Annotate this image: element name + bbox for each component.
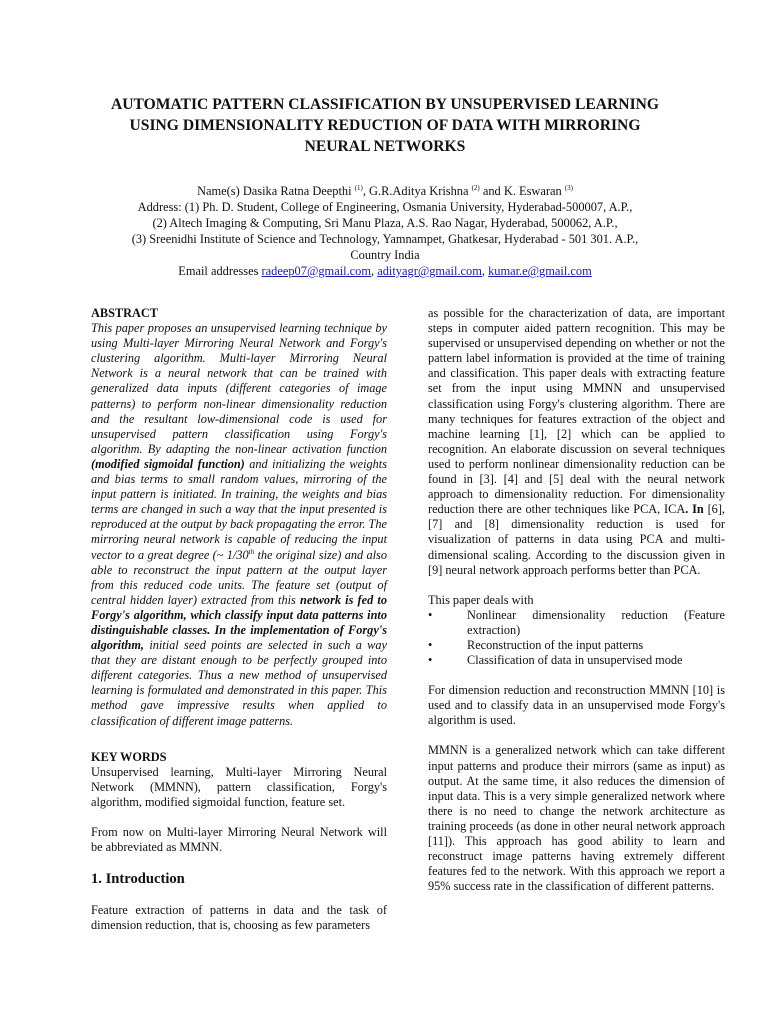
email-link-2[interactable]: adityagr@gmail.com: [377, 264, 482, 278]
address-line-1: Address: (1) Ph. D. Student, College of Engineering, Osmania University, Hyderabad-500007, A.P.,: [137, 200, 633, 214]
bullet-icon: •: [428, 607, 433, 622]
bullet-icon: •: [428, 637, 433, 652]
list-item: • Reconstruction of the input patterns: [428, 637, 644, 652]
mmnn-paragraph: MMNN is a generalized network which can take different input patterns and produce their mirrors (same as input) as output. At the same time, it also reduces the dimension of input data. This is a very simple generalized network where there is no need to change the network architecture as training proceeds (as done in other neural network approach [11]). This approach has good ability to learn and reconstruct image patterns having extremely different features fed to the network. With this approach we report a 95% success rate in the classification of different patterns.: [428, 743, 725, 894]
intro-paragraph-cont: as possible for the characterization of data, are important steps in computer aided pattern recognition. This may be supervised or unsupervised depending on whether or not the pattern label information is provided at the time of training and classification. This paper deals with extracting feature set from the input using MMNN and unsupervised classification using Forgy's clustering algorithm. There are many techniques for features extraction of the object and machine learning [1], [2] which can be applied to recognition. An elaborate discussion on several techniques used to perform nonlinear dimensionality reduction can be found in [3]. [4] and [5] deal with the neural network approach to dimensionality reduction. For dimensionality reduction there are other techniques like PCA, ICA. In [6], [7] and [8] dimensionality reduction is used for visualization of patterns in data using PCA and multi-dimensional scaling. According to the discussion given in [9] neural network approach performs better than PCA.: [428, 306, 725, 577]
bullet-icon: •: [428, 653, 433, 668]
abstract-heading: ABSTRACT: [91, 306, 158, 320]
left-column: [91, 306, 387, 933]
paper-title: [80, 94, 690, 157]
title-line-2: USING DIMENSIONALITY REDUCTION OF DATA WITH MIRRORING: [129, 117, 641, 134]
introduction-text: Feature extraction of patterns in data and the task of dimension reduction, that is, choosing as few parameters: [91, 903, 387, 933]
method-paragraph: For dimension reduction and reconstruction MMNN [10] is used and to classify data in an unsupervised mode Forgy's algorithm is used.: [428, 683, 725, 728]
country-line: Country India: [350, 248, 420, 262]
list-item: • Classification of data in unsupervised mode: [428, 653, 683, 668]
list-item: • Nonlinear dimensionality reduction (Feature extraction): [428, 607, 725, 637]
email-link-3[interactable]: kumar.e@gmail.com: [488, 264, 592, 278]
author-names: Name(s) Dasika Ratna Deepthi $^{(1)}$, G.R.Aditya Krishna $^{(2)}$ and K. Eswaran $^{(3)}$: [197, 183, 573, 198]
keywords-heading: KEY WORDS: [91, 749, 167, 764]
deals-with-text: This paper deals with: [428, 592, 534, 607]
title-line-3: NEURAL NETWORKS: [304, 138, 466, 155]
email-line: Email addresses radeep07@gmail.com, adityagr@gmail.com, kumar.e@gmail.com: [178, 264, 592, 278]
author-block: [90, 183, 680, 279]
title-line-1: AUTOMATIC PATTERN CLASSIFICATION BY UNSUPERVISED LEARNING: [110, 96, 660, 113]
email-link-1[interactable]: radeep07@gmail.com: [261, 264, 372, 278]
abbreviation-note: From now on Multi-layer Mirroring Neural Network will be abbreviated as MMNN.: [91, 825, 387, 855]
keywords-text: Unsupervised learning, Multi-layer Mirroring Neural Network (MMNN), pattern classification, Forgy's algorithm, modified sigmoidal function, feature set.: [91, 764, 387, 809]
address-line-2: (2) Altech Imaging & Computing, Sri Manu Plaza, A.S. Rao Nagar, Hyderabad, 500062, A.P.,: [152, 216, 618, 230]
contribution-list: [428, 608, 725, 668]
introduction-heading: 1. Introduction: [91, 871, 185, 888]
abstract-text: This paper proposes an unsupervised learning technique by using Multi-layer Mirroring Neural Network and Forgy's clustering algorithm. Multi-layer Mirroring Neural Network is a neural network that can be trained with generalized data inputs (different categories of image patterns) to perform non-linear dimensionality reduction and the resultant low-dimensional code is used for unsupervised pattern classification using Forgy's algorithm. By adapting the non-linear activation function (modified sigmoidal function) and initializing the weights and bias terms to small random values, mirroring of the input pattern is initiated. In training, the weights and bias terms are changed in such a way that the input presented is reproduced at the output by back propagating the error. The mirroring neural network is capable of reducing the input vector to a great degree (~ 1/30th the original size) and also able to reconstruct the input pattern at the output layer from this reduced code units. The feature set (output of central hidden layer) extracted from this network is fed to Forgy's algorithm, which classify input data patterns into distinguishable classes. In the implementation of Forgy's algorithm, initial seed points are selected in such a way that they are distant enough to be perfectly grouped into different categories. Thus a new method of unsupervised learning is formulated and demonstrated in this paper. This method gave impressive results when applied to classification of different image patterns.: [91, 321, 387, 728]
right-column: [428, 306, 725, 894]
address-line-3: (3) Sreenidhi Institute of Science and Technology, Yamnampet, Ghatkesar, Hyderabad - 501 301. A.P.,: [131, 232, 639, 246]
